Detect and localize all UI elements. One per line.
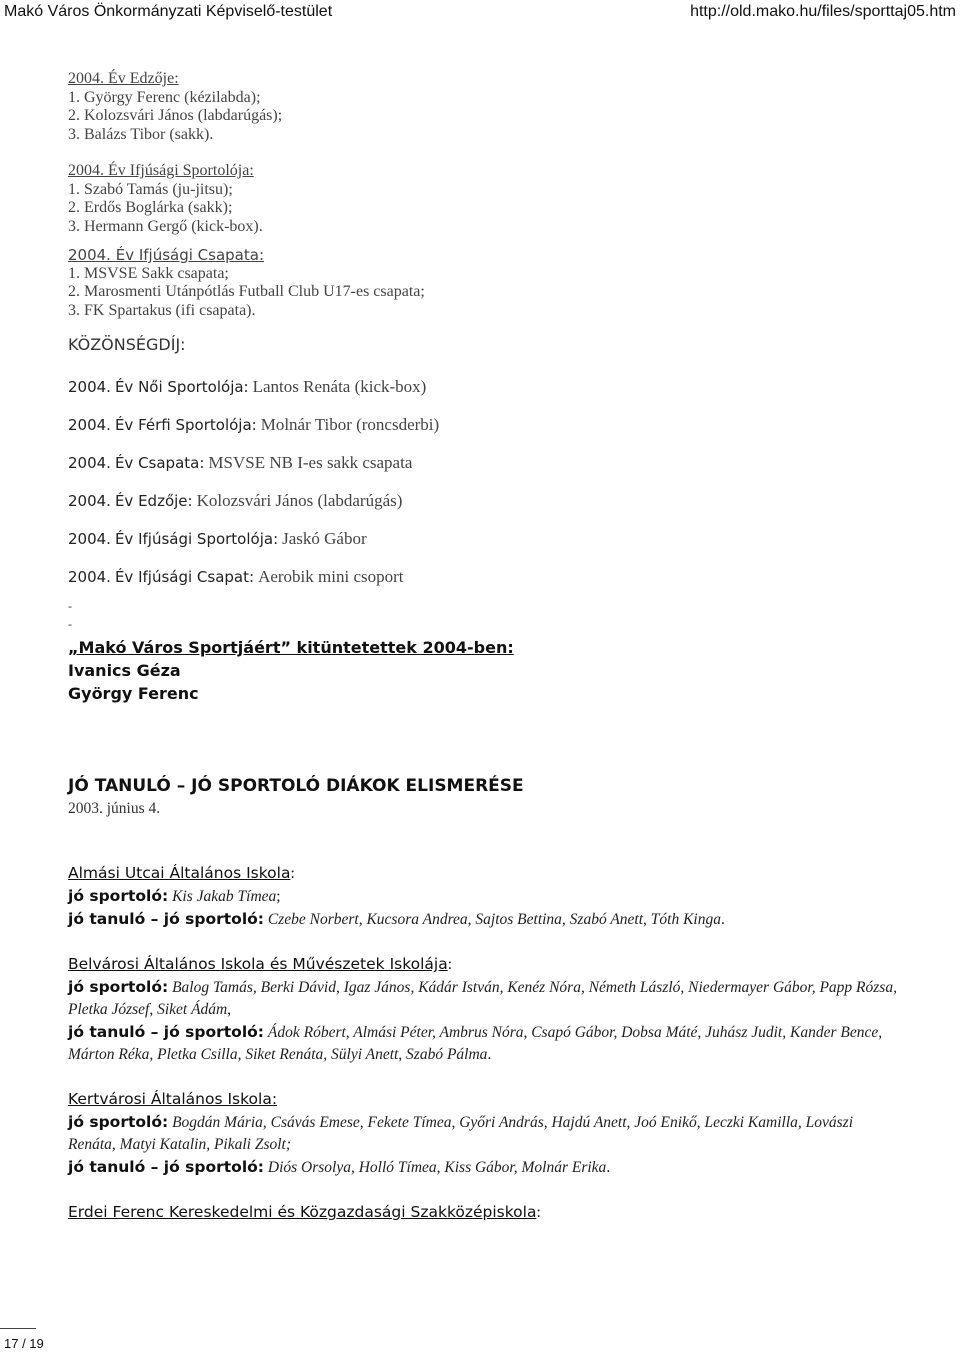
page-footer <box>0 1336 48 1356</box>
good-athlete-names: Kis Jakab Tímea <box>172 888 277 905</box>
list-item: 2. Marosmenti Utánpótlás Futball Club U17-es csapata; <box>68 283 425 300</box>
award-year: 2004. <box>68 454 111 472</box>
punct: , <box>227 1001 232 1018</box>
good-student-athlete-names: Diós Orsolya, Holló Tímea, Kiss Gábor, Molnár Erika <box>267 1159 607 1176</box>
award-label: Év Ifjúsági Csapat: <box>114 568 255 586</box>
school-name: Erdei Ferenc Kereskedelmi és Közgazdasági Szakközépiskola <box>68 1203 537 1221</box>
award-label: Év Ifjúsági Sportolója: <box>114 530 279 548</box>
award-value: Aerobik mini csoport <box>258 567 404 586</box>
school-block <box>68 862 898 931</box>
award-label: Év Csapata: <box>114 454 205 472</box>
award-line <box>68 444 898 482</box>
good-athlete-label: jó sportoló: <box>68 1113 169 1131</box>
good-student-athlete-label: jó tanuló – jó sportoló: <box>68 1158 264 1176</box>
good-student-athlete-label: jó tanuló – jó sportoló: <box>68 910 264 928</box>
award-label: Év Férfi Sportolója: <box>114 416 257 434</box>
good-athlete-names: Balog Tamás, Berki Dávid, Igaz János, Kádár István, Kenéz Nóra, Németh László, Niedermayer Gábor, Papp Rózsa, Pletka József, Siket Ádám <box>68 979 897 1018</box>
dash-separator: - <box>68 617 72 631</box>
punct: . <box>720 911 725 928</box>
good-athlete-label: jó sportoló: <box>68 887 169 905</box>
list-item: 1. György Ferenc (kézilabda); <box>68 88 261 106</box>
honors-title: „Makó Város Sportjáért” kitüntetettek 2004-ben: <box>68 638 514 657</box>
award-value: MSVSE NB I-es sakk csapata <box>208 453 413 472</box>
list-item: 1. MSVSE Sakk csapata; <box>68 264 229 282</box>
dash-separator: - <box>68 599 72 613</box>
good-student-athlete-names: Czebe Norbert, Kucsora Andrea, Sajtos Bettina, Szabó Anett, Tóth Kinga <box>267 911 721 928</box>
school-block <box>68 953 898 1066</box>
school-suffix: : <box>447 956 453 973</box>
header-title: Makó Város Önkormányzati Képviselő-testület <box>4 3 333 20</box>
award-label: Év Női Sportolója: <box>114 378 249 396</box>
award-value: Jaskó Gábor <box>282 529 367 548</box>
good-athlete-label: jó sportoló: <box>68 978 169 996</box>
award-line <box>68 368 898 406</box>
award-line <box>68 482 898 520</box>
school-block <box>68 1088 898 1179</box>
list-item: 1. Szabó Tamás (ju-jitsu); <box>68 180 233 198</box>
punct: . <box>487 1046 492 1063</box>
award-year: 2004. <box>68 378 111 396</box>
award-line <box>68 520 898 558</box>
youth-athlete-list <box>68 162 898 236</box>
kozonsegdij-heading: KÖZÖNSÉGDÍJ: <box>68 335 186 354</box>
good-student-athlete-names: Ádok Róbert, Almási Péter, Ambrus Nóra, Csapó Gábor, Dobsa Máté, Juhász Judit, Kander Bence, Márton Réka, Pletka Csilla, Siket Renáta, Sülyi Anett, Szabó Pálma <box>68 1024 883 1063</box>
good-student-athlete-label: jó tanuló – jó sportoló: <box>68 1023 264 1041</box>
recognition-date: 2003. június 4. <box>68 800 161 817</box>
coach-list <box>68 70 898 144</box>
youth-team-list <box>68 246 898 320</box>
award-value: Molnár Tibor (roncsderbi) <box>260 415 440 434</box>
award-year: 2004. <box>68 568 111 586</box>
list-item: 3. FK Spartakus (ifi csapata). <box>68 301 256 319</box>
school-name: Almási Utcai Általános Iskola <box>68 864 291 882</box>
document-body <box>68 70 898 1224</box>
school-name: Kertvárosi Általános Iskola: <box>68 1090 278 1108</box>
list-item: 2. Kolozsvári János (labdarúgás); <box>68 107 283 124</box>
header-url-link[interactable]: http://old.mako.hu/files/sporttaj05.htm <box>690 3 956 20</box>
punct: . <box>606 1159 611 1176</box>
award-label: Év Edzője: <box>114 492 193 510</box>
school-suffix: : <box>536 1204 541 1221</box>
award-year: 2004. <box>68 492 111 510</box>
honoree-name: Ivanics Géza <box>68 661 181 680</box>
list-item: 3. Balázs Tibor (sakk). <box>68 125 214 143</box>
page-number: 17 / 19 <box>4 1336 44 1351</box>
school-name: Belvárosi Általános Iskola és Művészetek Iskolája <box>68 955 448 973</box>
list-title: 2004. Év Edzője: <box>68 70 179 87</box>
punct: ; <box>276 888 281 905</box>
award-line <box>68 406 898 444</box>
award-year: 2004. <box>68 530 111 548</box>
kozonsegdij-awards <box>68 368 898 596</box>
honoree-name: György Ferenc <box>68 684 199 703</box>
list-title: 2004. Év Ifjúsági Sportolója: <box>68 162 254 179</box>
recognition-title: JÓ TANULÓ – JÓ SPORTOLÓ DIÁKOK ELISMERÉSE <box>68 776 524 796</box>
page-header <box>0 0 960 24</box>
school-suffix: : <box>290 865 295 882</box>
award-value: Kolozsvári János (labdarúgás) <box>196 491 403 510</box>
award-value: Lantos Renáta (kick-box) <box>252 377 427 396</box>
list-item: 2. Erdős Boglárka (sakk); <box>68 199 233 216</box>
list-title: 2004. Év Ifjúsági Csapata: <box>68 246 264 264</box>
good-athlete-names: Bogdán Mária, Csávás Emese, Fekete Tímea, Győri András, Hajdú Anett, Joó Enikő, Leczki Kamilla, Lovászi Renáta, Matyi Katalin, Pikali Zsolt; <box>68 1114 853 1153</box>
list-item: 3. Hermann Gergő (kick-box). <box>68 217 263 235</box>
award-line <box>68 558 898 596</box>
award-year: 2004. <box>68 416 111 434</box>
